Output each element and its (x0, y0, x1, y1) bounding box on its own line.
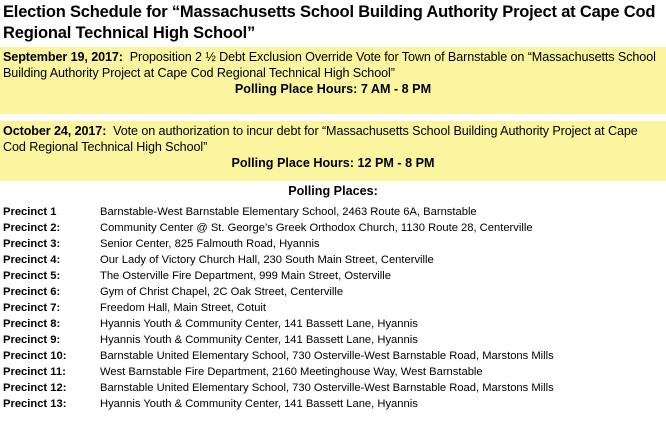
precinct-name: Precinct 7: (3, 302, 61, 314)
event-description-block (0, 47, 666, 81)
precinct-location: Hyannis Youth & Community Center, 141 Bassett Lane, Hyannis (100, 318, 418, 330)
election-event-october (0, 121, 666, 181)
precinct-name: Precinct 2: (3, 222, 61, 234)
event-description-block (0, 121, 666, 155)
event-description: Vote on authorization to incur debt for “Massachusetts School Building Authority Project at Cape Cod Regional Technical High School” (3, 124, 638, 154)
precinct-row (3, 220, 663, 236)
event-date: September 19, 2017: (3, 50, 123, 64)
precinct-location: Hyannis Youth & Community Center, 141 Bassett Lane, Hyannis (100, 398, 418, 410)
precinct-location: Barnstable United Elementary School, 730 Osterville-West Barnstable Road, Marstons Mills (100, 382, 554, 394)
precinct-location: Community Center @ St. George’s Greek Orthodox Church, 1130 Route 28, Centerville (100, 222, 533, 234)
precinct-name: Precinct 4: (3, 254, 61, 266)
precinct-row (3, 364, 663, 380)
precinct-name: Precinct 10: (3, 350, 67, 362)
precinct-name: Precinct 13: (3, 398, 67, 410)
election-event-september (0, 47, 666, 114)
precinct-name: Precinct 3: (3, 238, 61, 250)
precinct-row (3, 236, 663, 252)
precinct-location: Barnstable-West Barnstable Elementary School, 2463 Route 6A, Barnstable (100, 206, 477, 218)
precinct-row (3, 316, 663, 332)
precinct-location: Barnstable United Elementary School, 730 Osterville-West Barnstable Road, Marstons Mills (100, 350, 554, 362)
event-date: October 24, 2017: (3, 124, 107, 138)
polling-hours: Polling Place Hours: 12 PM - 8 PM (231, 156, 435, 170)
precinct-location: Hyannis Youth & Community Center, 141 Bassett Lane, Hyannis (100, 334, 418, 346)
polling-hours: Polling Place Hours: 7 AM - 8 PM (234, 82, 432, 96)
precinct-row (3, 380, 663, 396)
precinct-location: Gym of Christ Chapel, 2C Oak Street, Centerville (100, 286, 344, 298)
precinct-location: Freedom Hall, Main Street, Cotuit (100, 302, 267, 314)
precinct-list (3, 204, 663, 412)
page-title: Election Schedule for “Massachusetts School Building Authority Project at Cape Cod Regional Technical High School” (3, 3, 656, 42)
precinct-location: Our Lady of Victory Church Hall, 230 South Main Street, Centerville (100, 254, 434, 266)
precinct-row (3, 252, 663, 268)
precinct-name: Precinct 1 (3, 206, 57, 218)
event-description: Proposition 2 ½ Debt Exclusion Override Vote for Town of Barnstable on “Massachusetts School Building Authority Project at Cape Cod Regional Technical High School” (3, 50, 656, 80)
precinct-name: Precinct 8: (3, 318, 61, 330)
precinct-row (3, 332, 663, 348)
precinct-row (3, 348, 663, 364)
precinct-name: Precinct 12: (3, 382, 67, 394)
precinct-row (3, 204, 663, 220)
precinct-name: Precinct 11: (3, 366, 66, 378)
precinct-location: West Barnstable Fire Department, 2160 Meetinghouse Way, West Barnstable (100, 366, 483, 378)
precinct-row (3, 396, 663, 412)
precinct-location: Senior Center, 825 Falmouth Road, Hyannis (100, 238, 320, 250)
precinct-row (3, 268, 663, 284)
precinct-name: Precinct 6: (3, 286, 61, 298)
precinct-name: Precinct 9: (3, 334, 61, 346)
polling-places-heading: Polling Places: (288, 184, 378, 198)
precinct-name: Precinct 5: (3, 270, 61, 282)
precinct-row (3, 300, 663, 316)
precinct-row (3, 284, 663, 300)
precinct-location: The Osterville Fire Department, 999 Main Street, Osterville (100, 270, 391, 282)
